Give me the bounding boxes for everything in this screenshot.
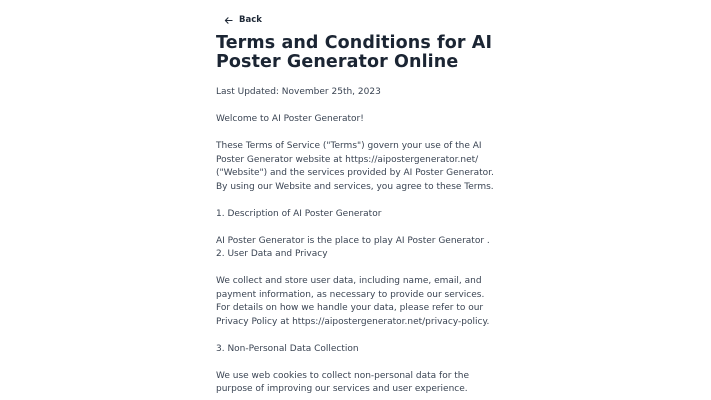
section-3-text: We use web cookies to collect non-personal data for the purpose of improving our services and user experience.: [216, 370, 470, 394]
section-1-text: AI Poster Generator is the place to play AI Poster Generator .: [216, 235, 490, 246]
section-1-heading: 1. Description of AI Poster Generator: [216, 208, 382, 219]
back-button[interactable]: [224, 15, 262, 25]
terms-body: [216, 113, 501, 400]
section-3-heading: 3. Non-Personal Data Collection: [216, 343, 359, 354]
section-2-heading: 2. User Data and Privacy: [216, 249, 328, 259]
last-updated: Last Updated: November 25th, 2023: [216, 87, 381, 97]
welcome-text: Welcome to AI Poster Generator!: [216, 114, 364, 124]
arrow-left-icon: [224, 16, 233, 25]
page-title: Terms and Conditions for AI Poster Generator Online: [216, 33, 493, 72]
section-2-text: We collect and store user data, including name, email, and payment information, as necessary to provide our services. For details on how we handle your data, please refer to our Privacy Policy at https://aipostergenerator.net/privacy-policy.: [216, 276, 490, 327]
back-label: Back: [239, 15, 262, 25]
intro-paragraph: These Terms of Service ("Terms") govern your use of the AI Poster Generator website at https://aipostergenerator.net/ ("Website") and the services provided by AI Poster Generator. By using our Website and services, you agree to these Terms.: [216, 141, 494, 192]
